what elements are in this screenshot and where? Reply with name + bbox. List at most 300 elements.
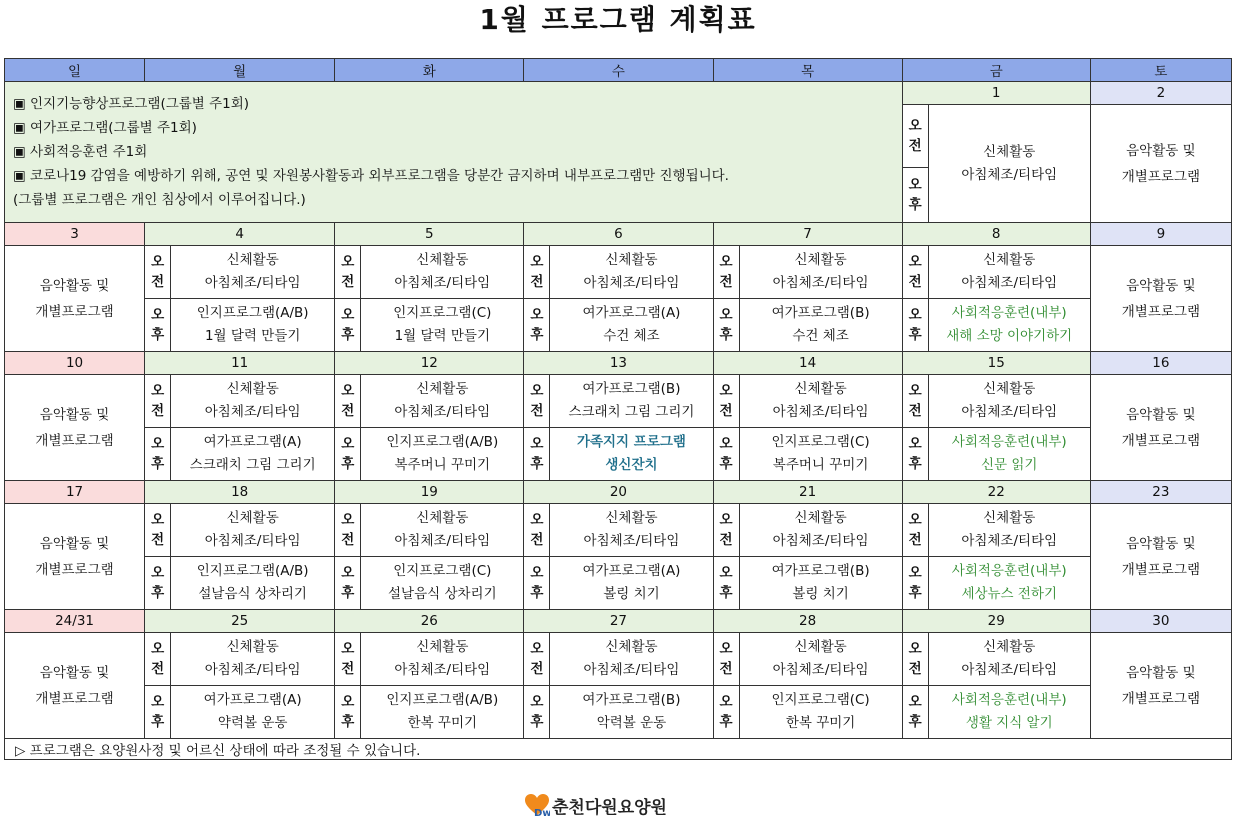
am-label-2: 전 (151, 532, 165, 548)
pm-program (550, 299, 713, 352)
pm-label-1: 오 (719, 694, 733, 710)
pm-label-2: 후 (719, 585, 733, 601)
day-number: 26 (335, 610, 524, 633)
logo (524, 792, 667, 818)
pm-label-2: 후 (530, 456, 544, 472)
program-line: 여가프로그램(B) (582, 381, 681, 397)
program-line: 신체활동 (605, 639, 658, 655)
program-line: 복주머니 꾸미기 (772, 457, 869, 473)
saturday-program (1090, 105, 1231, 223)
day-number-saturday: 9 (1090, 223, 1231, 246)
program-line: 아침체조/티타임 (961, 662, 1058, 678)
am-program (550, 633, 713, 686)
am-label-1: 오 (341, 254, 355, 270)
program-line: 개별프로그램 (1121, 690, 1201, 707)
calendar-table (4, 58, 1232, 760)
program-line: 신체활동 (416, 252, 469, 268)
pm-program (171, 428, 335, 481)
program-line: 신체활동 (416, 381, 469, 397)
program-line: 신체활동 (794, 510, 847, 526)
pm-label (713, 299, 739, 352)
am-label-1: 오 (719, 254, 733, 270)
program-line: 수건 체조 (603, 328, 660, 344)
sunday-program (5, 633, 145, 739)
am-label-2: 전 (908, 274, 922, 290)
am-label-1: 오 (530, 512, 544, 528)
am-label-1: 오 (151, 512, 165, 528)
pm-label-1: 오 (908, 694, 922, 710)
am-label-2: 전 (151, 661, 165, 677)
weekday-4: 목 (713, 59, 902, 82)
am-program (739, 504, 902, 557)
am-label (902, 633, 928, 686)
day-number: 27 (524, 610, 713, 633)
program-line: 인지프로그램(C) (771, 692, 870, 708)
pm-label-1: 오 (341, 565, 355, 581)
program-line: 가족지지 프로그램 (576, 434, 686, 450)
am-label (145, 504, 171, 557)
am-label (524, 504, 550, 557)
am-program (361, 375, 524, 428)
program-line: 아침체조/티타임 (394, 404, 491, 420)
pm-program (739, 428, 902, 481)
program-line: 스크래치 그림 그리기 (189, 457, 316, 473)
program-line: 인지프로그램(C) (393, 563, 492, 579)
weekday-2: 화 (335, 59, 524, 82)
pm-label-1: 오 (341, 436, 355, 452)
sunday-program (5, 375, 145, 481)
pm-label-2: 후 (341, 327, 355, 343)
program-line: 인지프로그램(C) (771, 434, 870, 450)
am-label-2: 전 (530, 274, 544, 290)
program-line: 여가프로그램(B) (582, 692, 681, 708)
am-label-2: 전 (341, 403, 355, 419)
am-program (550, 246, 713, 299)
day-number: 6 (524, 223, 713, 246)
pm-label-1: 오 (908, 177, 922, 193)
pm-program (550, 557, 713, 610)
pm-program (928, 299, 1090, 352)
program-line: 사회적응훈련(내부) (951, 434, 1067, 450)
program-line: 아침체조/티타임 (772, 533, 869, 549)
am-program (171, 504, 335, 557)
page-title: 1월 프로그램 계획표 (479, 3, 757, 36)
program-line: 수건 체조 (792, 328, 849, 344)
pm-label-2: 후 (719, 456, 733, 472)
am-program (550, 504, 713, 557)
program-line: 신체활동 (226, 381, 279, 397)
am-label-1: 오 (530, 254, 544, 270)
pm-label-2: 후 (719, 327, 733, 343)
weekday-5: 금 (902, 59, 1090, 82)
day-number: 4 (145, 223, 335, 246)
am-label (145, 375, 171, 428)
pm-program (928, 557, 1090, 610)
am-label-1: 오 (908, 383, 922, 399)
program-line: 아침체조/티타임 (961, 404, 1058, 420)
pm-program (550, 428, 713, 481)
program-line: 신체활동 (416, 639, 469, 655)
day-number-saturday: 23 (1090, 481, 1231, 504)
program-line: 아침체조/티타임 (204, 533, 301, 549)
am-label (902, 105, 928, 168)
am-label-2: 전 (530, 532, 544, 548)
pm-label (145, 557, 171, 610)
pm-label-1: 오 (908, 436, 922, 452)
pm-label-2: 후 (908, 327, 922, 343)
pm-program (739, 686, 902, 739)
pm-label (713, 428, 739, 481)
day-number: 25 (145, 610, 335, 633)
day-number: 1 (902, 82, 1090, 105)
program-line: 여가프로그램(A) (582, 305, 681, 321)
pm-program (361, 299, 524, 352)
pm-label-1: 오 (908, 565, 922, 581)
am-label-1: 오 (530, 641, 544, 657)
weekday-header-row (5, 59, 1232, 82)
am-label (713, 375, 739, 428)
week-am-row (5, 375, 1232, 428)
am-program (739, 375, 902, 428)
pm-label-2: 후 (908, 456, 922, 472)
program-line: 신체활동 (416, 510, 469, 526)
program-line: 신체활동 (226, 252, 279, 268)
week-pm-row (5, 428, 1232, 481)
pm-program (171, 686, 335, 739)
pm-label (335, 299, 361, 352)
day-number: 15 (902, 352, 1090, 375)
program-line: 아침체조/티타임 (583, 275, 680, 291)
program-line: 설날음식 상차리기 (388, 586, 497, 602)
program-line: 여가프로그램(B) (771, 563, 870, 579)
program-line: 음악활동 및 (1126, 406, 1196, 423)
am-label (335, 504, 361, 557)
am-label-1: 오 (908, 254, 922, 270)
am-label (335, 633, 361, 686)
program-line: 약력볼 운동 (217, 715, 288, 731)
am-label (524, 246, 550, 299)
pm-label-2: 후 (908, 714, 922, 730)
program-cell (928, 105, 1090, 223)
program-line: 생활 지식 알기 (965, 715, 1053, 731)
program-line: 인지프로그램(A/B) (386, 692, 499, 708)
pm-label (524, 686, 550, 739)
pm-label (902, 686, 928, 739)
am-program (928, 633, 1090, 686)
pm-label-1: 오 (151, 565, 165, 581)
weekday-3: 수 (524, 59, 713, 82)
pm-label (713, 686, 739, 739)
pm-program (928, 686, 1090, 739)
program-line: 아침체조/티타임 (961, 533, 1058, 549)
pm-label-2: 후 (151, 456, 165, 472)
day-number: 20 (524, 481, 713, 504)
program-line: 음악활동 및 (39, 277, 110, 294)
heart-logo-icon (524, 792, 550, 818)
pm-label (902, 428, 928, 481)
pm-program (361, 557, 524, 610)
pm-label-2: 후 (341, 456, 355, 472)
pm-program (361, 686, 524, 739)
program-line: 아침체조/티타임 (772, 404, 869, 420)
program-line: 음악활동 및 (1126, 277, 1196, 294)
pm-label-2: 후 (151, 327, 165, 343)
am-label-1: 오 (908, 512, 922, 528)
program-line: 신체활동 (794, 639, 847, 655)
pm-label (145, 299, 171, 352)
week-am-row (5, 504, 1232, 557)
notes-box (5, 82, 903, 223)
program-line: 볼링 치기 (792, 586, 849, 602)
am-label (145, 246, 171, 299)
program-line: 아침체조/티타임 (394, 275, 491, 291)
pm-label-2: 후 (908, 197, 922, 213)
program-line: 아침체조/티타임 (583, 533, 680, 549)
program-line: 신체활동 (226, 639, 279, 655)
day-number: 22 (902, 481, 1090, 504)
program-line: 아침체조/티타임 (204, 662, 301, 678)
saturday-program (1090, 246, 1231, 352)
am-label-1: 오 (719, 383, 733, 399)
am-label-1: 오 (530, 383, 544, 399)
pm-label-1: 오 (530, 307, 544, 323)
program-line: 음악활동 및 (1126, 142, 1196, 159)
program-line: 사회적응훈련(내부) (951, 563, 1067, 579)
program-line: 인지프로그램(A/B) (196, 563, 309, 579)
day-number: 8 (902, 223, 1090, 246)
pm-label-2: 후 (530, 327, 544, 343)
pm-label (524, 428, 550, 481)
logo-name: 춘천다원요양원 (552, 797, 667, 818)
program-line: 개별프로그램 (35, 303, 114, 320)
am-program (739, 246, 902, 299)
day-number-sunday: 17 (5, 481, 145, 504)
am-label (713, 246, 739, 299)
am-label-2: 전 (341, 661, 355, 677)
pm-label-2: 후 (341, 585, 355, 601)
program-line: 스크래치 그림 그리기 (568, 404, 695, 420)
pm-label (145, 428, 171, 481)
am-label-1: 오 (341, 641, 355, 657)
am-program (171, 633, 335, 686)
am-program (361, 246, 524, 299)
am-label-2: 전 (908, 532, 922, 548)
program-line: 개별프로그램 (1121, 303, 1201, 320)
note-line: ▣ 인지기능향상프로그램(그룹별 주1회) (13, 96, 250, 112)
program-line: 신체활동 (983, 252, 1036, 268)
note-line: ▣ 사회적응훈련 주1회 (13, 144, 148, 160)
program-line: 여가프로그램(A) (582, 563, 681, 579)
pm-label-1: 오 (530, 436, 544, 452)
am-label-1: 오 (908, 118, 922, 134)
pm-label-1: 오 (719, 307, 733, 323)
pm-label (145, 686, 171, 739)
program-line: 음악활동 및 (1126, 535, 1196, 552)
pm-program (928, 428, 1090, 481)
sunday-program (5, 504, 145, 610)
week-0-number-row (5, 82, 1232, 105)
am-program (739, 633, 902, 686)
program-line: 아침체조/티타임 (961, 275, 1058, 291)
program-line: 아침체조/티타임 (394, 662, 491, 678)
week-number-row (5, 223, 1232, 246)
am-label-1: 오 (719, 641, 733, 657)
am-label-2: 전 (908, 138, 922, 154)
am-label (713, 633, 739, 686)
program-line: 신체활동 (605, 252, 658, 268)
program-line: 음악활동 및 (39, 535, 110, 552)
am-label-2: 전 (341, 274, 355, 290)
pm-program (361, 428, 524, 481)
saturday-program (1090, 504, 1231, 610)
pm-label-2: 후 (151, 714, 165, 730)
am-label-2: 전 (719, 403, 733, 419)
program-line: 악력볼 운동 (596, 715, 667, 731)
program-line: 아침체조/티타임 (961, 166, 1058, 183)
day-number: 28 (713, 610, 902, 633)
pm-label (902, 168, 928, 223)
pm-label (713, 557, 739, 610)
program-line: 개별프로그램 (35, 561, 114, 578)
program-line: 신체활동 (794, 252, 847, 268)
day-number: 18 (145, 481, 335, 504)
note-line: (그룹별 프로그램은 개인 침상에서 이루어집니다.) (13, 192, 306, 208)
program-line: 인지프로그램(C) (393, 305, 492, 321)
program-line: 음악활동 및 (1126, 664, 1196, 681)
pm-program (739, 299, 902, 352)
week-am-row (5, 633, 1232, 686)
pm-label-1: 오 (719, 565, 733, 581)
am-label (145, 633, 171, 686)
am-label (713, 504, 739, 557)
am-program (361, 633, 524, 686)
program-line: 개별프로그램 (1121, 432, 1201, 449)
program-line: 개별프로그램 (1121, 168, 1201, 185)
am-label-1: 오 (341, 383, 355, 399)
am-program (171, 246, 335, 299)
am-label-2: 전 (530, 661, 544, 677)
am-label-1: 오 (151, 641, 165, 657)
am-label (902, 375, 928, 428)
pm-label-2: 후 (151, 585, 165, 601)
pm-label-1: 오 (719, 436, 733, 452)
program-line: 신체활동 (226, 510, 279, 526)
program-line: 신문 읽기 (981, 457, 1038, 473)
pm-label-1: 오 (151, 307, 165, 323)
am-program (171, 375, 335, 428)
saturday-program (1090, 633, 1231, 739)
am-program (928, 375, 1090, 428)
program-line: 1월 달력 만들기 (204, 328, 301, 344)
am-label-2: 전 (719, 532, 733, 548)
program-line: 신체활동 (983, 639, 1036, 655)
day-number-sunday: 10 (5, 352, 145, 375)
weekday-0: 일 (5, 59, 145, 82)
day-number: 5 (335, 223, 524, 246)
program-line: 인지프로그램(A/B) (386, 434, 499, 450)
am-label-2: 전 (151, 403, 165, 419)
pm-label-2: 후 (719, 714, 733, 730)
program-line: 신체활동 (983, 510, 1036, 526)
am-label-2: 전 (151, 274, 165, 290)
pm-label (524, 299, 550, 352)
footer-row (5, 739, 1232, 760)
am-label-2: 전 (719, 274, 733, 290)
pm-label-1: 오 (151, 436, 165, 452)
am-label-2: 전 (908, 403, 922, 419)
day-number: 11 (145, 352, 335, 375)
svg-text:Dw: Dw (534, 808, 550, 818)
pm-label (335, 557, 361, 610)
program-line: 개별프로그램 (1121, 561, 1201, 578)
program-line: 복주머니 꾸미기 (394, 457, 491, 473)
program-line: 개별프로그램 (35, 432, 114, 449)
am-label (902, 504, 928, 557)
am-label (524, 633, 550, 686)
pm-label-2: 후 (530, 714, 544, 730)
am-label-1: 오 (719, 512, 733, 528)
am-label-2: 전 (719, 661, 733, 677)
am-label-2: 전 (908, 661, 922, 677)
week-number-row (5, 610, 1232, 633)
program-line: 아침체조/티타임 (204, 404, 301, 420)
program-line: 볼링 치기 (603, 586, 660, 602)
week-pm-row (5, 299, 1232, 352)
day-number: 21 (713, 481, 902, 504)
program-line: 아침체조/티타임 (772, 662, 869, 678)
saturday-program (1090, 375, 1231, 481)
pm-label (335, 428, 361, 481)
pm-label-2: 후 (530, 585, 544, 601)
pm-program (171, 557, 335, 610)
pm-label-2: 후 (908, 585, 922, 601)
note-line: ▣ 여가프로그램(그룹별 주1회) (13, 120, 197, 136)
pm-program (171, 299, 335, 352)
pm-program (739, 557, 902, 610)
week-am-row (5, 246, 1232, 299)
pm-label (335, 686, 361, 739)
program-line: 아침체조/티타임 (583, 662, 680, 678)
am-program (550, 375, 713, 428)
program-line: 아침체조/티타임 (394, 533, 491, 549)
am-label (335, 375, 361, 428)
am-label (335, 246, 361, 299)
am-label-2: 전 (530, 403, 544, 419)
program-line: 아침체조/티타임 (772, 275, 869, 291)
pm-label (524, 557, 550, 610)
am-program (928, 246, 1090, 299)
program-line: 생신잔치 (605, 457, 658, 473)
weekday-6: 토 (1090, 59, 1231, 82)
sunday-program (5, 246, 145, 352)
week-number-row (5, 352, 1232, 375)
day-number: 7 (713, 223, 902, 246)
program-line: 개별프로그램 (35, 690, 114, 707)
weekday-1: 월 (145, 59, 335, 82)
am-label-1: 오 (341, 512, 355, 528)
pm-label-2: 후 (341, 714, 355, 730)
program-line: 신체활동 (605, 510, 658, 526)
program-line: 세상뉴스 전하기 (961, 586, 1058, 602)
pm-label-1: 오 (341, 694, 355, 710)
pm-label (902, 557, 928, 610)
footer-note: ▷ 프로그램은 요양원사정 및 어르신 상태에 따라 조정될 수 있습니다. (5, 739, 1232, 760)
am-program (928, 504, 1090, 557)
program-line: 신체활동 (983, 381, 1036, 397)
program-line: 여가프로그램(A) (203, 692, 302, 708)
day-number-saturday: 2 (1090, 82, 1231, 105)
day-number: 13 (524, 352, 713, 375)
